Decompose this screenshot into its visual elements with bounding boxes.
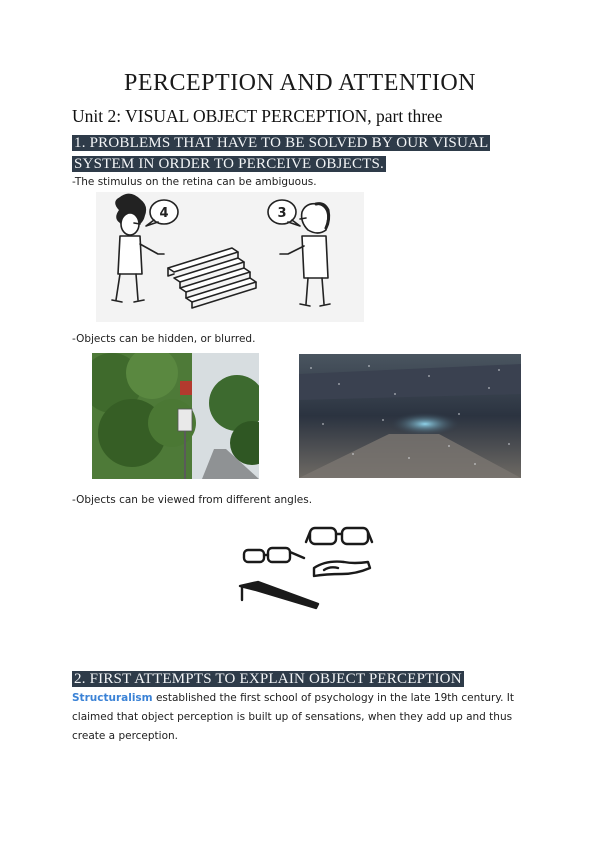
- section-2-heading: 2. FIRST ATTEMPTS TO EXPLAIN OBJECT PERCEPTION: [74, 671, 462, 687]
- structuralism-text: established the first school of psychology in the late 19th century. It claimed that object perception is built up of sensations, when they add up and thus create a perception.: [72, 692, 514, 742]
- section-2-heading-block: [72, 668, 542, 689]
- section-1-heading-block: [72, 132, 542, 174]
- unit-heading: Unit 2: VISUAL OBJECT PERCEPTION, part three: [72, 106, 443, 126]
- hidden-sign-illustration: [92, 353, 259, 479]
- bullet-angles: -Objects can be viewed from different angles.: [72, 494, 313, 506]
- structuralism-keyword: Structuralism: [72, 692, 153, 704]
- hidden-sign-photo: [92, 353, 259, 479]
- blurred-tunnel-illustration: [299, 354, 521, 478]
- left-speech-number: 4: [159, 206, 169, 221]
- blurred-tunnel-photo: [299, 354, 521, 478]
- section-1-heading: 1. PROBLEMS THAT HAVE TO BE SOLVED BY OUR VISUAL SYSTEM IN ORDER TO PERCEIVE OBJECTS.: [74, 135, 489, 172]
- cartoon-drawing: [96, 192, 364, 322]
- bullet-ambiguous: -The stimulus on the retina can be ambiguous.: [72, 176, 317, 188]
- glasses-angles-figure: [234, 520, 382, 612]
- ambiguous-figure-cartoon: [96, 192, 364, 322]
- structuralism-paragraph: [72, 689, 542, 746]
- right-speech-number: 3: [277, 206, 287, 221]
- page-title: PERCEPTION AND ATTENTION: [124, 70, 476, 96]
- glasses-drawing: [234, 520, 382, 612]
- bullet-hidden: -Objects can be hidden, or blurred.: [72, 333, 256, 345]
